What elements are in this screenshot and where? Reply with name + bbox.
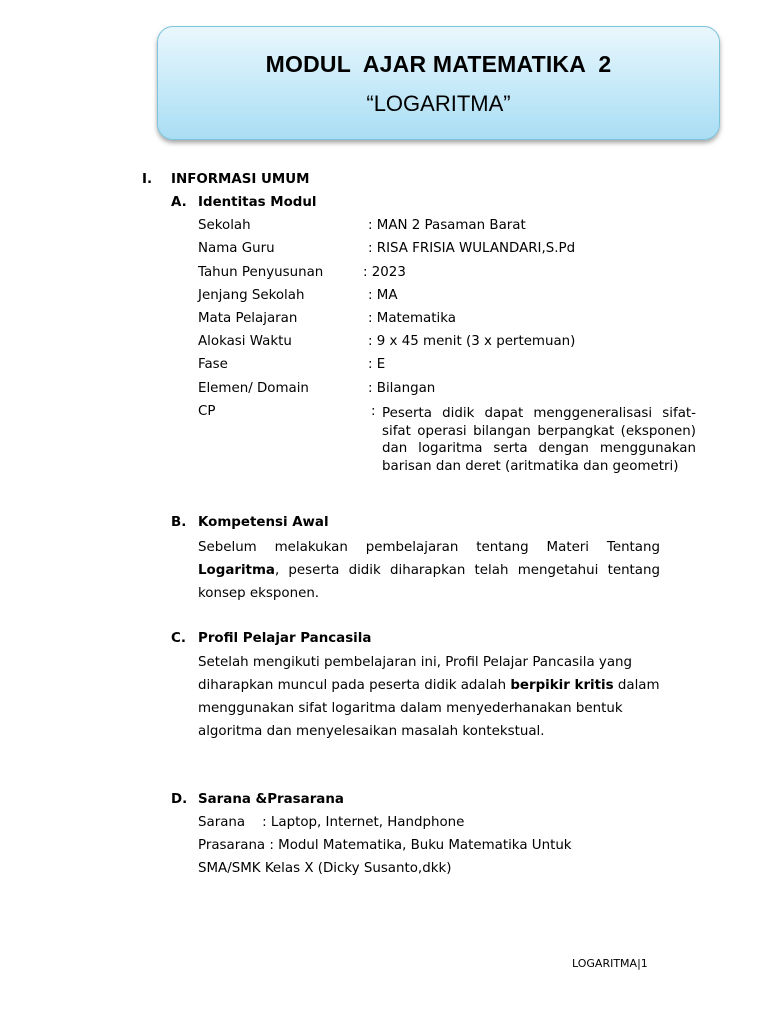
sarana-line: Sarana : Laptop, Internet, Handphone (198, 815, 465, 830)
footer-separator: | (637, 957, 641, 970)
module-title: MODUL AJAR MATEMATIKA 2 (265, 51, 612, 77)
identity-label: Fase (198, 357, 228, 372)
section-title: INFORMASI UMUM (171, 172, 310, 187)
subsection-b-number: B. (171, 515, 187, 530)
footer-title: LOGARITMA (572, 957, 638, 970)
cp-description: Peserta didik dapat menggeneralisasi sifat-sifat operasi bilangan berpangkat (eksponen) dan logaritma serta dengan menggunakan barisan dan deret (aritmatika dan geometri) (382, 406, 696, 474)
prasarana-line: Prasarana : Modul Matematika, Buku Matematika Untuk (198, 838, 572, 853)
section-number: I. (142, 172, 153, 187)
identity-label: Mata Pelajaran (198, 311, 298, 326)
identity-value: : Matematika (368, 311, 456, 326)
identity-value: : MAN 2 Pasaman Barat (368, 218, 526, 233)
identity-label: Tahun Penyusunan (198, 265, 324, 280)
profil-pancasila-paragraph (198, 651, 660, 743)
identity-label: Sekolah (198, 218, 251, 233)
page-footer (572, 957, 648, 970)
emphasis-text: Logaritma (198, 563, 275, 579)
subsection-d-title: Sarana &Prasarana (198, 792, 344, 807)
identity-value: : 2023 (363, 265, 406, 280)
identity-label: Alokasi Waktu (198, 334, 292, 349)
prasarana-line: SMA/SMK Kelas X (Dicky Susanto,dkk) (198, 861, 452, 876)
paragraph-text: Sebelum melakukan pembelajaran tentang Materi Tentang (198, 540, 660, 555)
paragraph-text: Setelah mengikuti pembelajaran ini, Profil Pelajar Pancasila yang diharapkan muncul pada peserta didik adalah (198, 655, 633, 694)
emphasis-text: berpikir kritis (510, 678, 614, 694)
identity-value: : (371, 404, 376, 419)
module-subtitle: “LOGARITMA” (366, 91, 511, 116)
title-banner (157, 26, 720, 140)
paragraph-text: dalam menggunakan sifat logaritma dalam menyederhanakan bentuk algoritma dan menyelesaikan masalah kontekstual. (198, 678, 660, 740)
identity-label: CP (198, 404, 216, 419)
kompetensi-awal-paragraph (198, 536, 660, 605)
subsection-b-title: Kompetensi Awal (198, 515, 329, 530)
subsection-c-number: C. (171, 631, 186, 646)
subsection-d-number: D. (171, 792, 188, 807)
identity-value: : RISA FRISIA WULANDARI,S.Pd (368, 241, 576, 256)
paragraph-text: , peserta didik diharapkan telah mengetahui tentang konsep eksponen. (198, 563, 660, 602)
identity-value: : E (368, 357, 386, 372)
identity-value: : Bilangan (368, 381, 436, 396)
subsection-c-title: Profil Pelajar Pancasila (198, 631, 372, 646)
identity-value: : 9 x 45 menit (3 x pertemuan) (368, 334, 576, 349)
subsection-a-number: A. (171, 195, 187, 210)
identity-label: Elemen/ Domain (198, 381, 309, 396)
identity-value: : MA (368, 288, 398, 303)
subsection-a-title: Identitas Modul (198, 195, 317, 210)
identity-label: Jenjang Sekolah (198, 288, 305, 303)
page-number: 1 (640, 957, 648, 970)
identity-label: Nama Guru (198, 241, 275, 256)
